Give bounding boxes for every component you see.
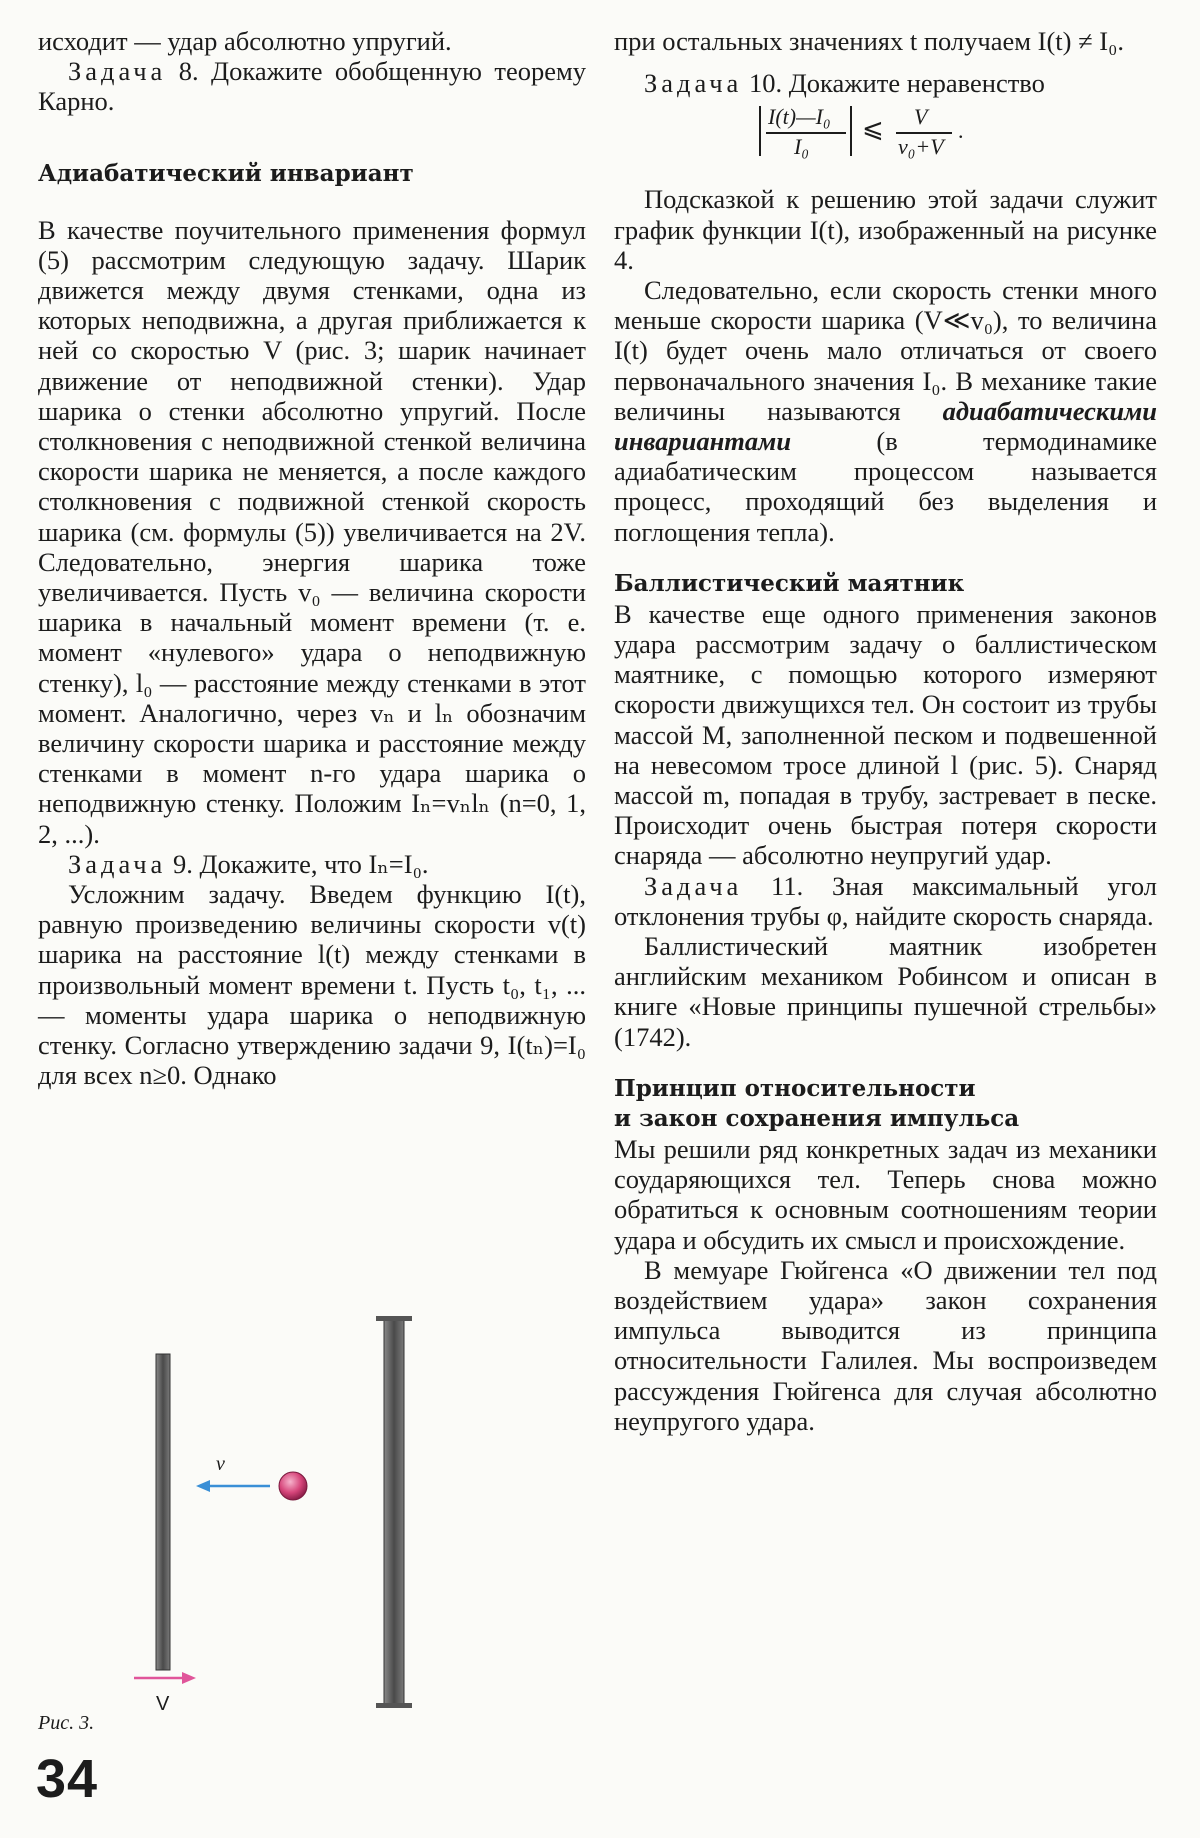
paragraph: при остальных значениях t получаем I(t) ≠ I₀.	[614, 26, 1124, 56]
paragraph: В мемуаре Гюйгенса «О движении тел под воздействием удара» закон сохранения импульса выводится из принципа относительности Галилея. Мы воспроизведем рассуждения Гюйгенса для случая абсолютно неупругого удара.	[614, 1254, 1157, 1436]
task-10	[614, 68, 1157, 98]
task-text: 11. Зная максимальный угол отклонения трубы φ, найдите скорость снаряда.	[614, 870, 1157, 931]
paragraph: Баллистический маятник изобретен английским механиком Робинсом и описан в книге «Новые принципы пушечной стрельбы» (1742).	[614, 931, 1157, 1052]
section-heading-relativity: Принцип относительности	[614, 1074, 976, 1102]
task-label: Задача	[644, 870, 743, 901]
section-heading-relativity-line2: и закон сохранения импульса	[614, 1104, 1020, 1132]
figure-3	[38, 1290, 586, 1730]
label-V: V	[156, 1693, 170, 1715]
paragraph: Подсказкой к решению этой задачи служит график функции I(t), изображенный на рисунке 4.	[614, 184, 1157, 275]
emphasis-adiabatic-invariants: адиабатическими инвариантами	[614, 395, 1157, 457]
label-v: v	[216, 1453, 225, 1475]
task-8	[38, 56, 586, 116]
paragraph: Усложним задачу. Введем функцию I(t), равную произведению величины скорости v(t) шарика на расстояние l(t) между стенками в произвольный момент времени t. Пусть t₀, t₁, ...— моменты удара шарика о неподвижную стенку. Согласно утверждению задачи 9, I(tₙ)=I₀ для всех n≥0. Однако	[38, 879, 586, 1091]
figure-3-illustration	[38, 1290, 586, 1730]
right-column	[614, 26, 1157, 1436]
formula-dot: .	[958, 118, 964, 144]
formula-right-denominator: v₀+V	[898, 134, 944, 160]
abs-bar-left	[759, 106, 761, 156]
text-span: Следовательно, если скорость стенки много меньше скорости шарика (V≪v₀), то величина I(t) будет очень мало отличаться от своего первоначального значения I₀. В механике такие величины называются	[614, 275, 1157, 426]
fixed-wall	[384, 1318, 404, 1706]
section-heading-adiabatic-invariant: Адиабатический инвариант	[38, 159, 414, 187]
paragraph: В качестве поучительного применения формул (5) рассмотрим следующую задачу. Шарик движется между двумя стенками, одна из которых неподвижна, а другая приближается к ней со скоростью V (рис. 3; шарик начинает движение от неподвижной стенки). Удар шарика о стенки абсолютно упругий. После столкновения с неподвижной стенкой величина скорости шарика не меняется, а после каждого столкновения с подвижной стенкой скорость шарика (см. формулы (5)) увеличивается на 2V. Следовательно, энергия шарика тоже увеличивается. Пусть v₀ — величина скорости шарика в начальный момент времени (т. е. момент «нулевого» удара о неподвижную стенку), l₀ — расстояние между стенками в этот момент. Аналогично, через vₙ и lₙ обозначим величину скорости шарика и расстояние между стенками в момент n-го удара шарика о неподвижную стенку. Положим Iₙ=vₙlₙ (n=0, 1, 2, ...).	[38, 214, 586, 849]
formula-right-numerator: V	[914, 104, 928, 130]
task-label: Задача	[68, 848, 167, 879]
task-text: 9. Докажите, что Iₙ=I₀.	[166, 848, 429, 879]
abs-bar-right	[850, 106, 852, 156]
paragraph: исходит — удар абсолютно упругий.	[38, 26, 452, 56]
formula-le: ⩽	[862, 114, 884, 144]
paragraph: Мы решили ряд конкретных задач из механики соударяющихся тел. Теперь снова можно обратиться к основным соотношениям теории удара и обсудить их смысл и происхождение.	[614, 1133, 1157, 1255]
task-text: 10. Докажите неравенство	[742, 68, 1045, 99]
section-heading-ballistic-pendulum: Баллистический маятник	[614, 569, 965, 597]
task-9	[38, 849, 586, 879]
inequality-formula	[614, 102, 1157, 178]
figure-caption: Рис. 3.	[38, 1712, 95, 1734]
page-number: 34	[36, 1749, 99, 1809]
task-label: Задача	[644, 68, 743, 99]
formula-denominator: I₀	[794, 134, 809, 160]
formula-numerator: I(t)—I₀	[768, 104, 831, 130]
ball	[279, 1472, 307, 1500]
left-column	[38, 26, 586, 1091]
paragraph: В качестве еще одного применения законов удара рассмотрим задачу о баллистическом маятнике, с помощью которого измеряют скорости движущихся тел. Он состоит из трубы массой M, заполненной песком и подвешенной на невесомом тросе длиной l (рис. 5). Снаряд массой m, попадая в трубу, застревает в песке. Происходит очень быстрая потеря скорости снаряда — абсолютно неупругий удар.	[614, 598, 1157, 871]
task-label: Задача	[68, 56, 167, 87]
paragraph-adiabatic	[614, 275, 1157, 547]
task-11	[614, 871, 1157, 931]
text-span: (в термодинамике адиабатическим процессом называется процесс, проходящий без выделения и поглощения тепла).	[614, 426, 1157, 547]
moving-wall	[156, 1354, 170, 1670]
task-text: 8. Докажите обобщенную теорему Карно.	[38, 56, 586, 117]
